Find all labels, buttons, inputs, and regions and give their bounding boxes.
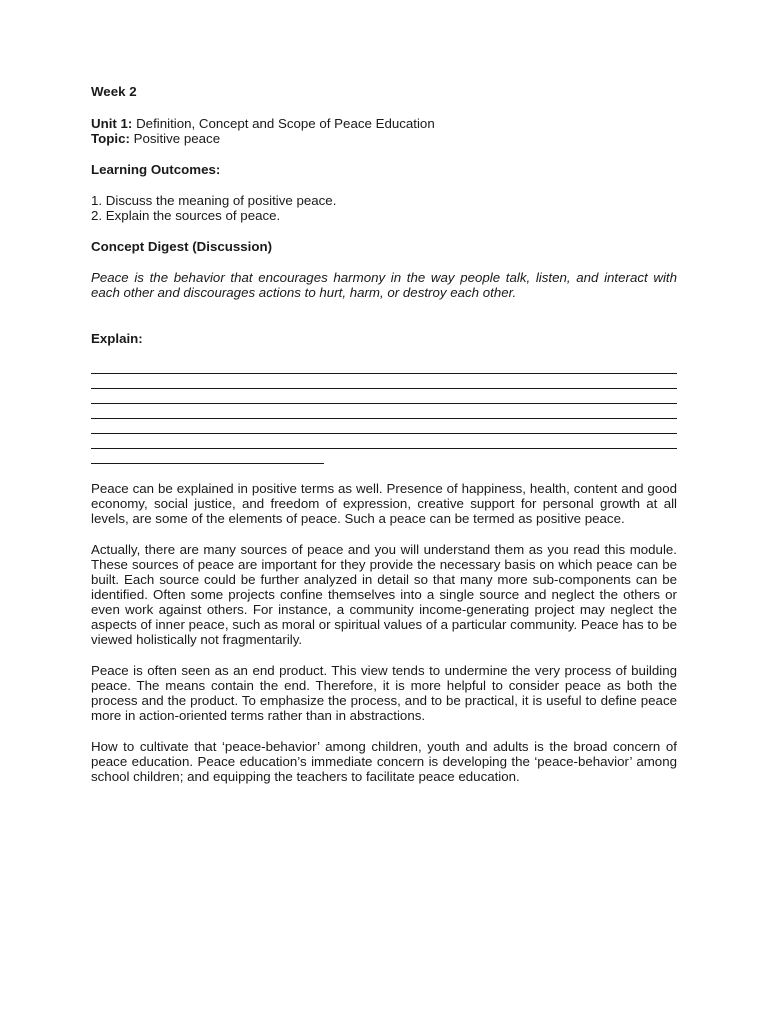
answer-line[interactable] xyxy=(91,419,677,434)
body-paragraph: Peace can be explained in positive terms as well. Presence of happiness, health, content and good economy, social justice, and freedom of expression, creative support for personal growth at all levels, are some of the elements of peace. Such a peace can be termed as positive peace. xyxy=(91,481,677,526)
unit-line xyxy=(91,116,677,131)
answer-line[interactable] xyxy=(91,359,677,374)
body-paragraph: How to cultivate that ‘peace-behavior’ among children, youth and adults is the broad concern of peace education. Peace education’s immediate concern is developing the ‘peace-behavior’ among school children; and equipping the teachers to facilitate peace education. xyxy=(91,739,677,784)
explain-answer-lines[interactable] xyxy=(91,359,677,464)
concept-digest-heading: Concept Digest (Discussion) xyxy=(91,239,273,254)
unit-title: Definition, Concept and Scope of Peace Education xyxy=(136,116,435,131)
answer-line[interactable] xyxy=(91,449,324,464)
topic-title: Positive peace xyxy=(133,131,221,146)
explain-heading: Explain: xyxy=(91,331,143,346)
week-label: Week 2 xyxy=(91,84,137,99)
learning-outcomes-list xyxy=(91,193,677,223)
learning-outcomes-heading: Learning Outcomes: xyxy=(91,162,221,177)
learning-outcome-item: 2. Explain the sources of peace. xyxy=(91,208,281,223)
document-content xyxy=(91,84,677,800)
unit-label: Unit 1: xyxy=(91,116,133,131)
learning-outcome-item: 1. Discuss the meaning of positive peace. xyxy=(91,193,337,208)
answer-line[interactable] xyxy=(91,374,677,389)
concept-digest-text: Peace is the behavior that encourages harmony in the way people talk, listen, and interact with each other and discourages actions to hurt, harm, or destroy each other. xyxy=(91,270,677,300)
body-paragraph: Peace is often seen as an end product. This view tends to undermine the very process of building peace. The means contain the end. Therefore, it is more helpful to consider peace as both the process and the product. To emphasize the process, and to be practical, it is useful to define peace more in action-oriented terms rather than in abstractions. xyxy=(91,663,677,723)
topic-line xyxy=(91,131,677,146)
unit-topic-block xyxy=(91,116,677,146)
body-paragraph: Actually, there are many sources of peace and you will understand them as you read this module. These sources of peace are important for they provide the necessary basis on which peace can be built. Each source could be further analyzed in detail so that many more sub-components can be identified. Often some projects confine themselves into a single source and neglect the others or even work against others. For instance, a community income-generating project may neglect the aspects of inner peace, such as moral or spiritual values of a particular community. Peace has to be viewed holistically not fragmentarily. xyxy=(91,542,677,647)
topic-label: Topic: xyxy=(91,131,130,146)
answer-line[interactable] xyxy=(91,434,677,449)
answer-line[interactable] xyxy=(91,389,677,404)
answer-line[interactable] xyxy=(91,404,677,419)
